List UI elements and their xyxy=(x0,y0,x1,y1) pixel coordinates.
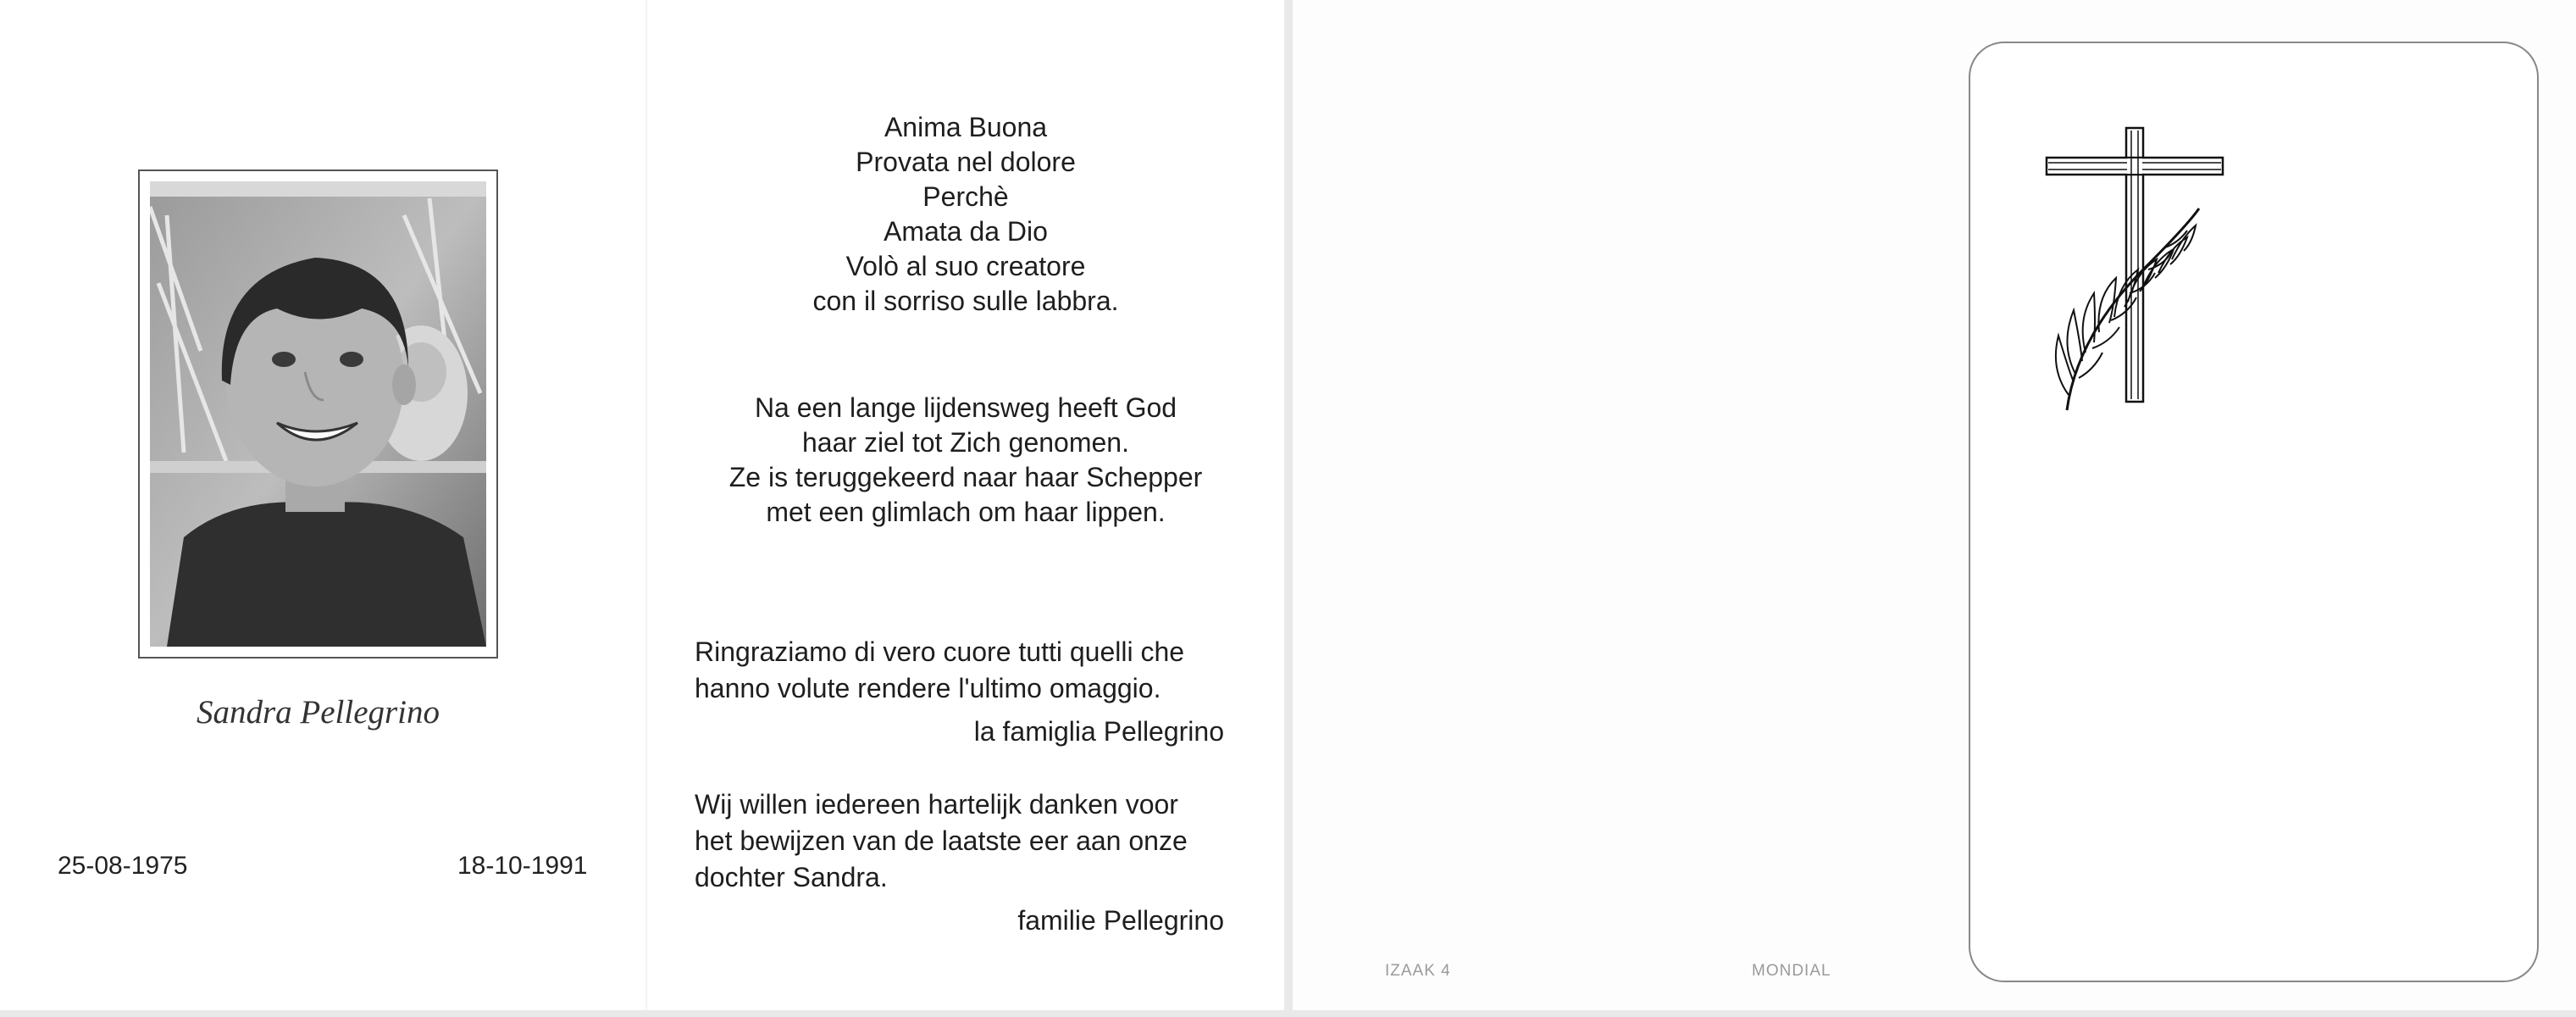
poem-line: Amata da Dio xyxy=(884,216,1048,247)
poem-line: Provata nel dolore xyxy=(856,147,1076,177)
portrait-photo xyxy=(150,181,486,647)
deceased-name: Sandra Pellegrino xyxy=(196,694,440,731)
poem-line: Volò al suo creatore xyxy=(845,251,1086,281)
center-fold xyxy=(645,0,647,1010)
printer-code: IZAAK 4 xyxy=(1385,962,1451,980)
cover-panel xyxy=(1969,42,2539,982)
poem-italian xyxy=(661,110,1271,319)
family-signature: familie Pellegrino xyxy=(1017,905,1224,936)
thanks-line: Ringraziamo di vero cuore tutti quelli che xyxy=(695,636,1185,667)
poem-line: Na een lange lijdensweg heeft God xyxy=(754,392,1177,423)
thanks-dutch xyxy=(695,786,1224,939)
birth-date: 25-08-1975 xyxy=(58,852,188,880)
death-date: 18-10-1991 xyxy=(457,852,588,880)
printer-brand: MONDIAL xyxy=(1752,962,1831,980)
poem-line: con il sorriso sulle labbra. xyxy=(812,286,1119,316)
poem-line: met een glimlach om haar lippen. xyxy=(766,497,1166,527)
inside-spread xyxy=(0,0,1284,1010)
thanks-line: dochter Sandra. xyxy=(695,862,888,892)
poem-line: Perchè xyxy=(922,181,1009,212)
poem-dutch xyxy=(661,391,1271,530)
poem-line: haar ziel tot Zich genomen. xyxy=(802,427,1129,458)
poem-line: Anima Buona xyxy=(884,112,1048,142)
portrait-frame xyxy=(138,170,498,659)
family-signature: la famiglia Pellegrino xyxy=(973,716,1224,747)
thanks-line: Wij willen iedereen hartelijk danken voor xyxy=(695,789,1178,820)
thanks-line: het bewijzen van de laatste eer aan onze xyxy=(695,825,1188,856)
thanks-italian xyxy=(695,634,1224,750)
poem-line: Ze is teruggekeerd naar haar Schepper xyxy=(728,462,1203,492)
thanks-line: hanno volute rendere l'ultimo omaggio. xyxy=(695,673,1161,703)
cross-with-palm-icon xyxy=(2043,124,2238,463)
